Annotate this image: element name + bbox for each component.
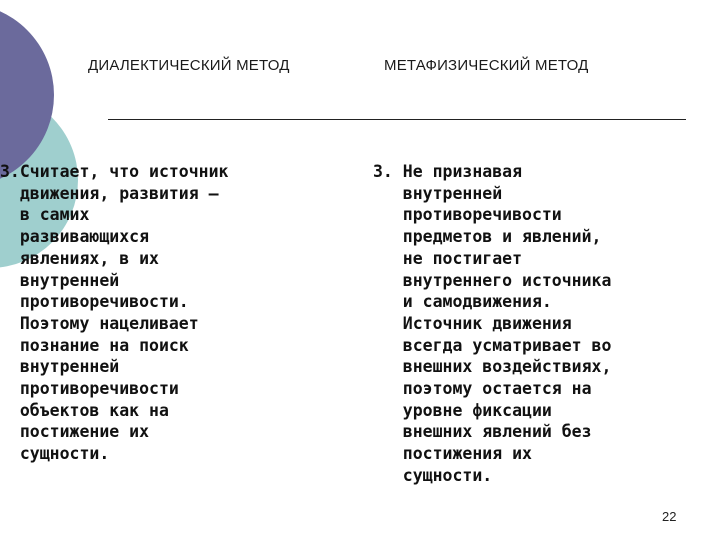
column-title-dialectical: ДИАЛЕКТИЧЕСКИЙ МЕТОД [88,57,290,74]
dialectical-point-3: 3.Считает, что источник движения, развития – в самих развивающихся явлениях, в их внутренней противоречивости. Поэтому нацеливает познание на поиск внутренней противоречивости объектов как на постижение их сущности. [0,162,229,464]
header-divider [108,119,686,120]
page-number: 22 [662,509,677,524]
column-title-metaphysical: МЕТАФИЗИЧЕСКИЙ МЕТОД [384,57,589,74]
metaphysical-point-3: 3. Не признавая внутренней противоречивости предметов и явлений, не постигает внутреннего источника и самодвижения. Источник движения всегда усматривает во внешних воздействиях, поэтому остается на уровне фиксации внешних явлений без постижения их сущности. [373,162,612,485]
